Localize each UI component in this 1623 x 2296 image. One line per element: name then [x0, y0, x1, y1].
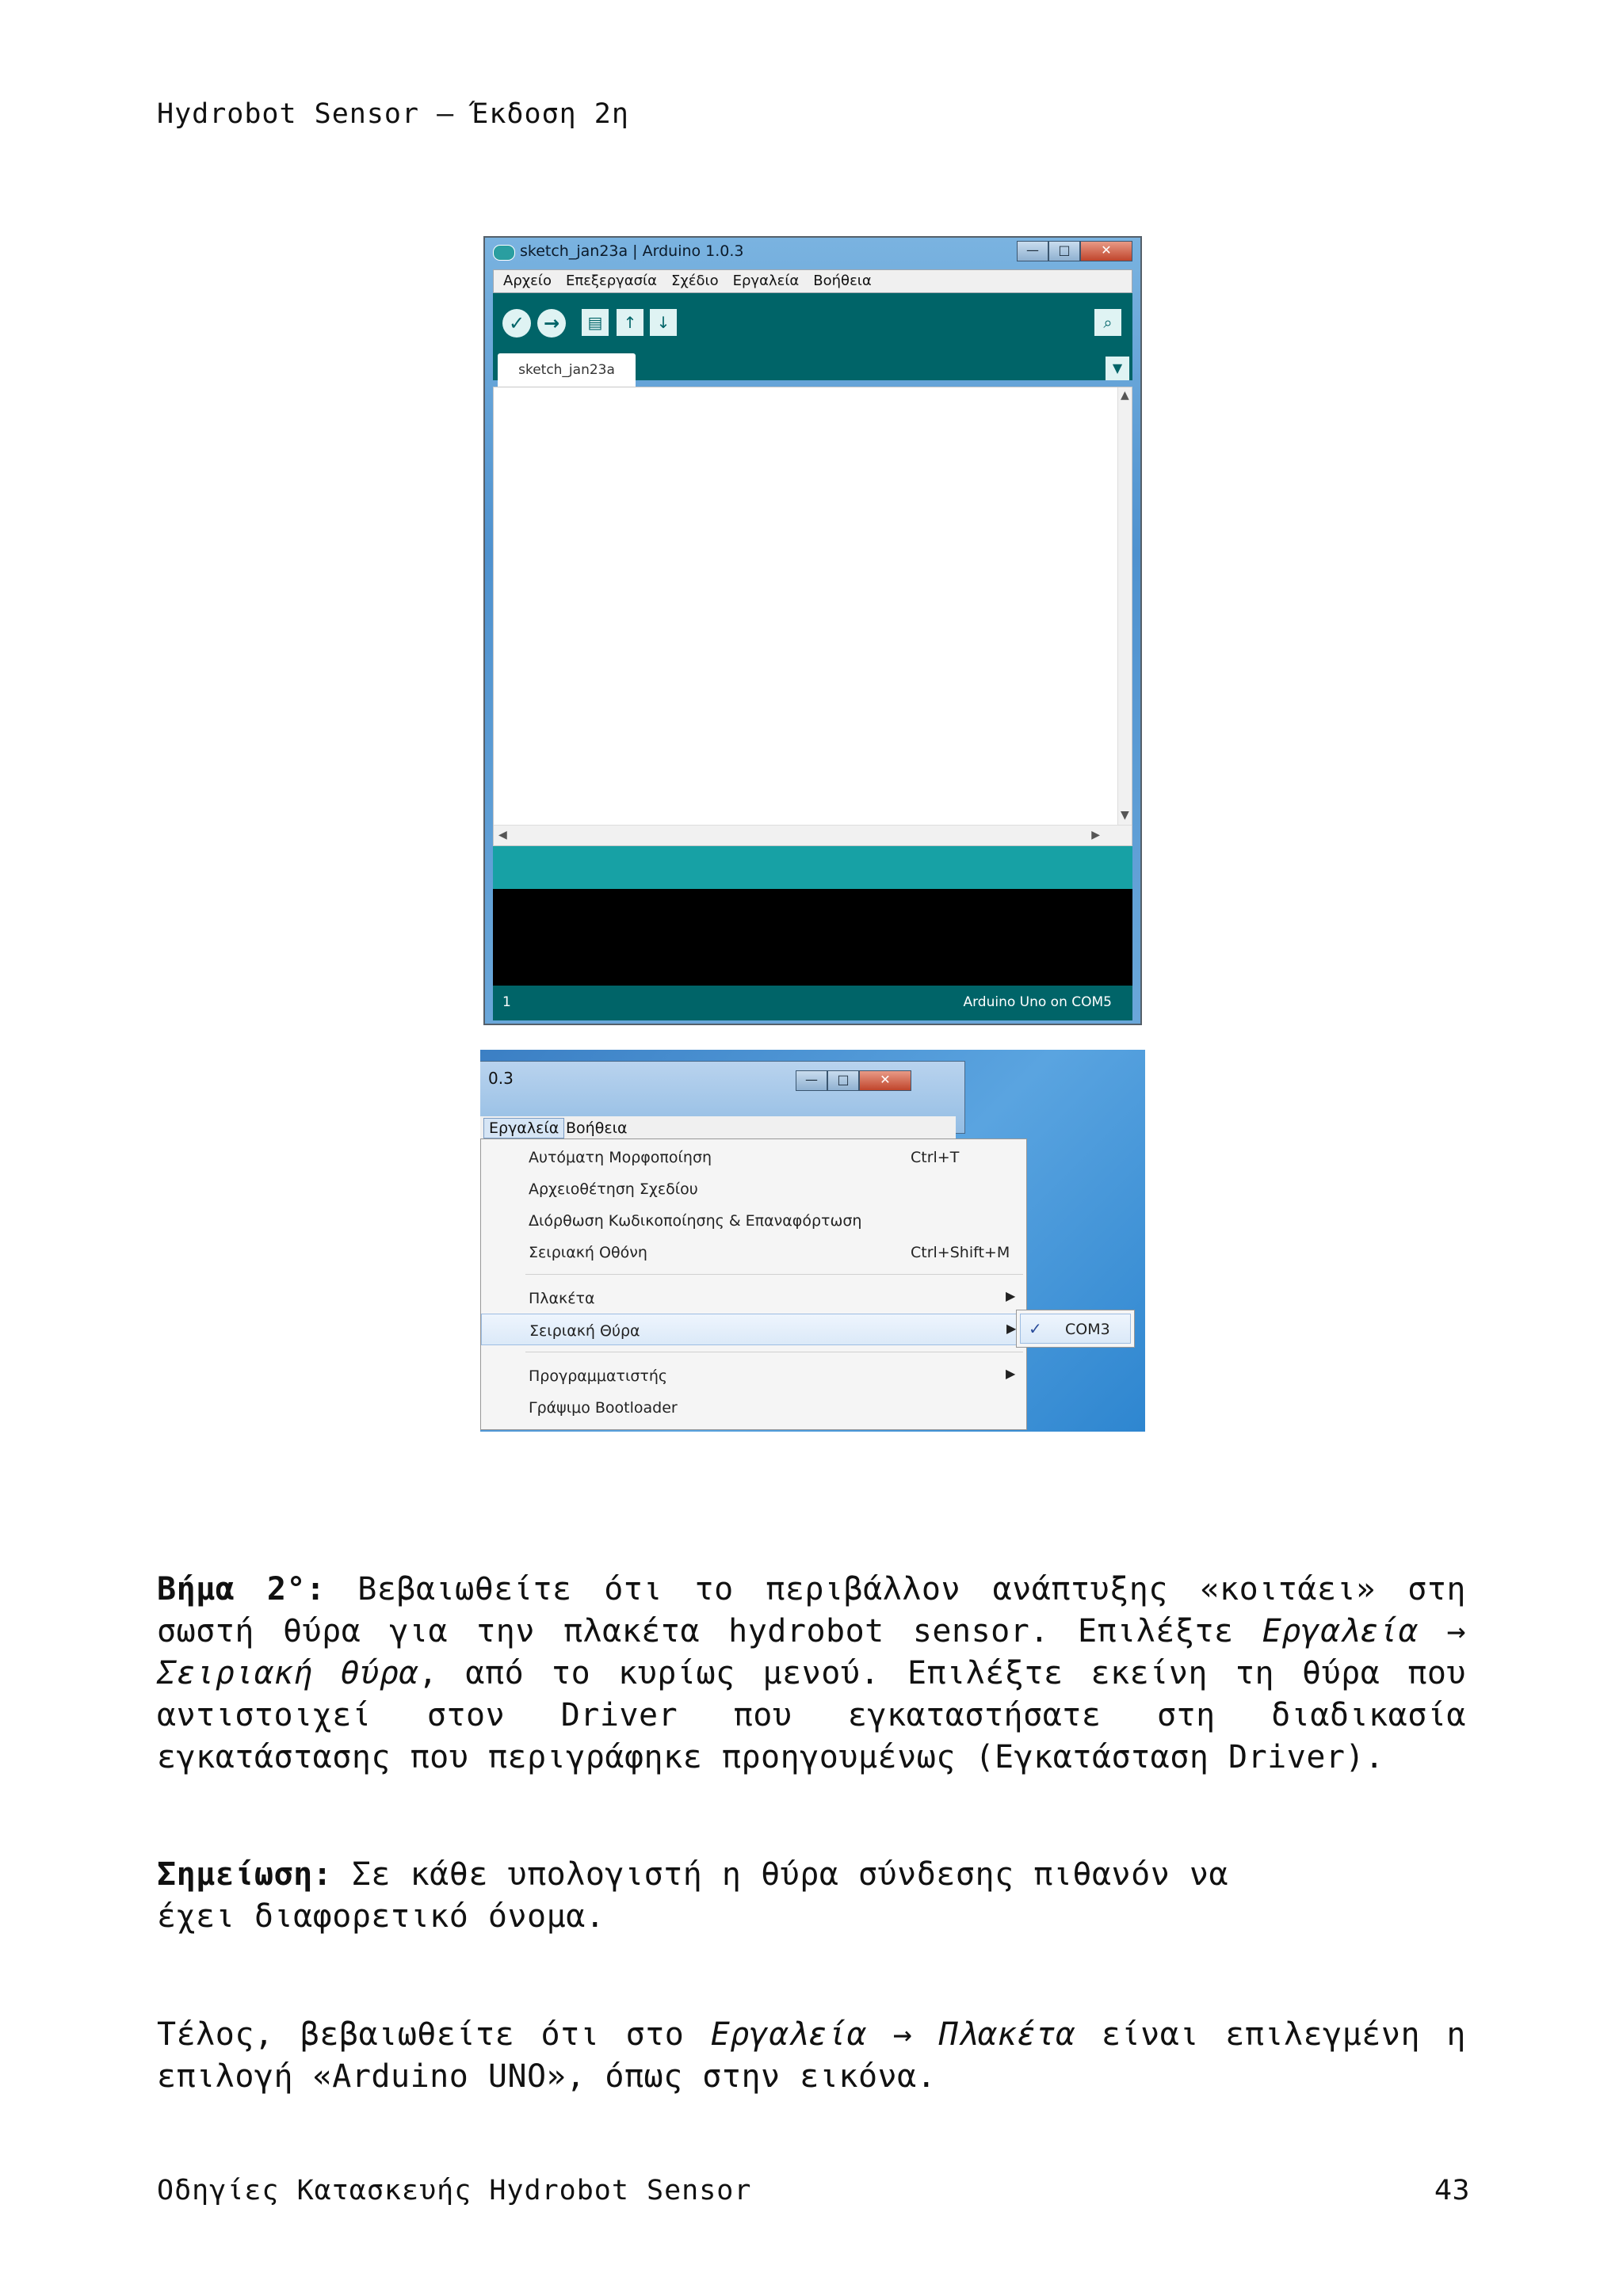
note-label: Σημείωση:	[157, 1856, 333, 1893]
serial-port-submenu	[1016, 1310, 1135, 1348]
menu-item-shortcut: Ctrl+T	[911, 1149, 960, 1166]
window-controls	[796, 1070, 911, 1091]
menu-item-label: Πλακέτα	[529, 1290, 595, 1307]
final-line-2: επιλογή «Arduino UNO», όπως στην εικόνα.	[157, 2058, 937, 2095]
verify-check-icon[interactable]: ✓	[502, 309, 531, 338]
step-label: Βήμα 2°:	[157, 1571, 326, 1608]
menu-item-board[interactable]	[481, 1282, 1026, 1314]
final-text: Τέλος, βεβαιωθείτε ότι στο	[157, 2016, 685, 2053]
window-controls	[1017, 241, 1132, 261]
tools-menu-screenshot	[480, 1050, 1145, 1432]
arduino-ide-screenshot	[483, 236, 1142, 1025]
step-line-3	[157, 1653, 1466, 1695]
arduino-logo-icon	[493, 245, 515, 261]
menu-path-tools: Εργαλεία →	[1262, 1613, 1466, 1650]
scroll-left-arrow-icon[interactable]: ◀	[498, 829, 507, 841]
menu-sketch[interactable]: Σχέδιο	[671, 273, 719, 289]
menu-help[interactable]: Βοήθεια	[813, 273, 872, 289]
final-line-1	[157, 2014, 1466, 2056]
menu-item-label: Διόρθωση Κωδικοποίησης & Επαναφόρτωση	[529, 1212, 862, 1230]
menu-path-board: Εργαλεία → Πλακέτα	[710, 2016, 1075, 2053]
menu-file[interactable]: Αρχείο	[503, 273, 552, 289]
submenu-arrow-icon: ▶	[1006, 1321, 1017, 1336]
code-editor[interactable]	[493, 387, 1132, 846]
submenu-arrow-icon: ▶	[1006, 1288, 1016, 1303]
close-icon[interactable]: ✕	[1080, 241, 1132, 261]
ide-menubar	[493, 269, 1132, 293]
menu-item-label: Γράψιμο Bootloader	[529, 1399, 678, 1417]
menu-item-serial-port[interactable]	[481, 1314, 1026, 1345]
scroll-right-arrow-icon[interactable]: ▶	[1091, 829, 1100, 841]
menu-tools-selected[interactable]: Εργαλεία	[483, 1118, 564, 1138]
ide-title-bar	[485, 238, 1140, 268]
upload-arrow-icon[interactable]: →	[537, 309, 566, 338]
note-text: Σε κάθε υπολογιστή η θύρα σύνδεσης πιθανόν να	[351, 1856, 1229, 1893]
step-text: , από το κυρίως μενού. Επιλέξτε εκείνη τη θύρα που	[418, 1655, 1466, 1691]
step-line-2	[157, 1611, 1466, 1653]
ide-footer-bar	[493, 986, 1132, 1020]
menu-item-label: Προγραμματιστής	[529, 1367, 668, 1385]
menu-edit[interactable]: Επεξεργασία	[565, 273, 657, 289]
final-text: είναι επιλεγμένη η	[1102, 2016, 1466, 2053]
page-number: 43	[1434, 2175, 1470, 2206]
menu-item-serial-monitor[interactable]	[481, 1236, 1026, 1268]
save-down-arrow-icon[interactable]: ↓	[650, 309, 677, 336]
ide-window-title: sketch_jan23a | Arduino 1.0.3	[520, 242, 744, 260]
menu-item-label: Σειριακή Οθόνη	[529, 1244, 647, 1261]
checkmark-icon: ✓	[1029, 1319, 1042, 1338]
new-file-icon[interactable]: ▤	[582, 309, 609, 336]
menu-item-programmer[interactable]	[481, 1360, 1026, 1391]
submenu-arrow-icon: ▶	[1006, 1366, 1016, 1381]
port-label: COM3	[1065, 1321, 1110, 1338]
menu-help[interactable]: Βοήθεια	[566, 1119, 628, 1137]
version-fragment: 0.3	[488, 1069, 514, 1088]
minimize-icon[interactable]: —	[1017, 241, 1048, 261]
menu-item-label: Σειριακή Θύρα	[529, 1322, 640, 1340]
line-number: 1	[502, 994, 511, 1010]
menu-item-burn-bootloader[interactable]	[481, 1391, 1026, 1423]
submenu-item-com3[interactable]	[1020, 1314, 1131, 1344]
maximize-icon[interactable]: □	[827, 1070, 859, 1091]
close-icon[interactable]: ✕	[859, 1070, 911, 1091]
vertical-scrollbar[interactable]	[1117, 387, 1132, 845]
horizontal-scrollbar[interactable]	[494, 825, 1132, 845]
step-line-5: εγκατάστασης που περιγράφηκε προηγουμένως (Εγκατάσταση Driver).	[157, 1739, 1384, 1775]
menu-item-label: Αρχειοθέτηση Σχεδίου	[529, 1180, 698, 1198]
note-line-1	[157, 1854, 1466, 1896]
step-line-1	[157, 1569, 1466, 1611]
menu-path-serial-port: Σειριακή θύρα	[157, 1655, 418, 1691]
ide-console	[493, 889, 1132, 986]
board-port-status: Arduino Uno on COM5	[963, 994, 1112, 1010]
step-line-4: αντιστοιχεί στον Driver που εγκαταστήσατε στη διαδικασία	[157, 1697, 1466, 1733]
step-text: Βεβαιωθείτε ότι το περιβάλλον ανάπτυξης «κοιτάει» στη	[357, 1571, 1466, 1608]
open-up-arrow-icon[interactable]: ↑	[617, 309, 643, 336]
maximize-icon[interactable]: □	[1048, 241, 1080, 261]
minimize-icon[interactable]: —	[796, 1070, 827, 1091]
menu-item-shortcut: Ctrl+Shift+M	[911, 1244, 1010, 1261]
serial-monitor-magnifier-icon[interactable]: ⌕	[1094, 309, 1121, 336]
running-header: Hydrobot Sensor – Έκδοση 2η	[157, 98, 629, 130]
scroll-down-arrow-icon[interactable]: ▼	[1121, 809, 1129, 822]
menu-separator	[525, 1274, 1023, 1275]
scroll-up-arrow-icon[interactable]: ▲	[1121, 389, 1129, 402]
menu-item-archive-sketch[interactable]	[481, 1173, 1026, 1204]
menu-item-fix-encoding[interactable]	[481, 1204, 1026, 1236]
running-footer: Οδηγίες Κατασκευής Hydrobot Sensor	[157, 2175, 752, 2206]
tab-sketch[interactable]: sketch_jan23a	[498, 353, 636, 387]
menu-item-auto-format[interactable]	[481, 1141, 1026, 1173]
tools-dropdown	[480, 1138, 1027, 1430]
tab-menu-down-arrow-icon[interactable]: ▼	[1106, 357, 1129, 380]
step-text: σωστή θύρα για την πλακέτα hydrobot sensor. Επιλέξτε	[157, 1613, 1234, 1650]
menu-tools[interactable]: Εργαλεία	[732, 273, 800, 289]
menu-item-label: Αυτόματη Μορφοποίηση	[529, 1149, 712, 1166]
note-line-2: έχει διαφορετικό όνομα.	[157, 1898, 605, 1935]
ide-status-bar	[493, 846, 1132, 889]
